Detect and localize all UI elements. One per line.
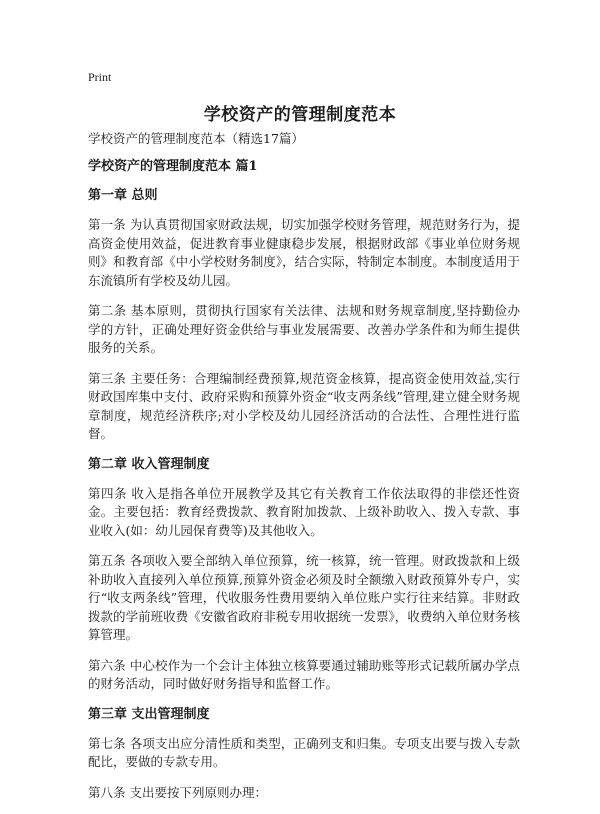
print-link[interactable]: Print [88,70,112,84]
article-paragraph: 第七条 各项支出应分清性质和类型，正确列支和归集。专项支出要与拨入专款配比，要做的专款专用。 [88,735,520,769]
article-paragraph: 第三条 主要任务：合理编制经费预算,规范资金核算，提高资金使用效益,实行财政国库集中支付、政府采购和预算外资金“收支两条线”管理,建立健全财务规章制度，规范经济秩序;对小学校及幼儿园经济活动的合法性、合理性进行监督。 [88,370,520,441]
document-subtitle: 学校资产的管理制度范本（精选17篇） [88,131,304,146]
article-paragraph: 第八条 支出要按下列原则办理： [88,784,267,800]
chapter-heading: 第一章 总则 [88,188,158,203]
document-body [88,130,520,814]
part-heading: 学校资产的管理制度范本 篇1 [88,159,258,174]
article-paragraph: 第四条 收入是指各单位开展教学及其它有关教育工作依法取得的非偿还性资金。主要包括：教育经费拨款、教育附加拨款、上级补助收入、拨入专款、事业收入(如：幼儿园保育费等)及其他收入。 [88,485,520,538]
article-paragraph: 第六条 中心校作为一个会计主体独立核算要通过辅助账等形式记载所属办学点的财务活动，同时做好财务指导和监督工作。 [88,657,520,691]
article-paragraph: 第一条 为认真贯彻国家财政法规，切实加强学校财务管理，规范财务行为，提高资金使用效益，促进教育事业健康稳步发展，根据财政部《事业单位财务规则》和教育部《中小学校财务制度》，结合实际，特制定本制度。本制度适用于东流镇所有学校及幼儿园。 [88,217,520,288]
page-title: 学校资产的管理制度范本 [203,105,397,125]
article-paragraph: 第二条 基本原则，贯彻执行国家有关法律、法规和财务规章制度,坚持勤俭办学的方针，正确处理好资金供给与事业发展需要、改善办学条件和为师生提供服务的关系。 [88,303,520,355]
article-paragraph: 第五条 各项收入要全部纳入单位预算，统一核算，统一管理。财政拨款和上级补助收入直接列入单位预算,预算外资金必须及时全额缴入财政预算外专户，实行“收支两条线”管理，代收服务性费用要纳入单位账户实行往来结算。非财政拨款的学前班收费《安徽省政府非税专用收据统一发票》，收费纳入单位财务核算管理。 [88,553,520,642]
chapter-heading: 第二章 收入管理制度 [88,456,210,472]
chapter-heading: 第三章 支出管理制度 [88,706,210,722]
